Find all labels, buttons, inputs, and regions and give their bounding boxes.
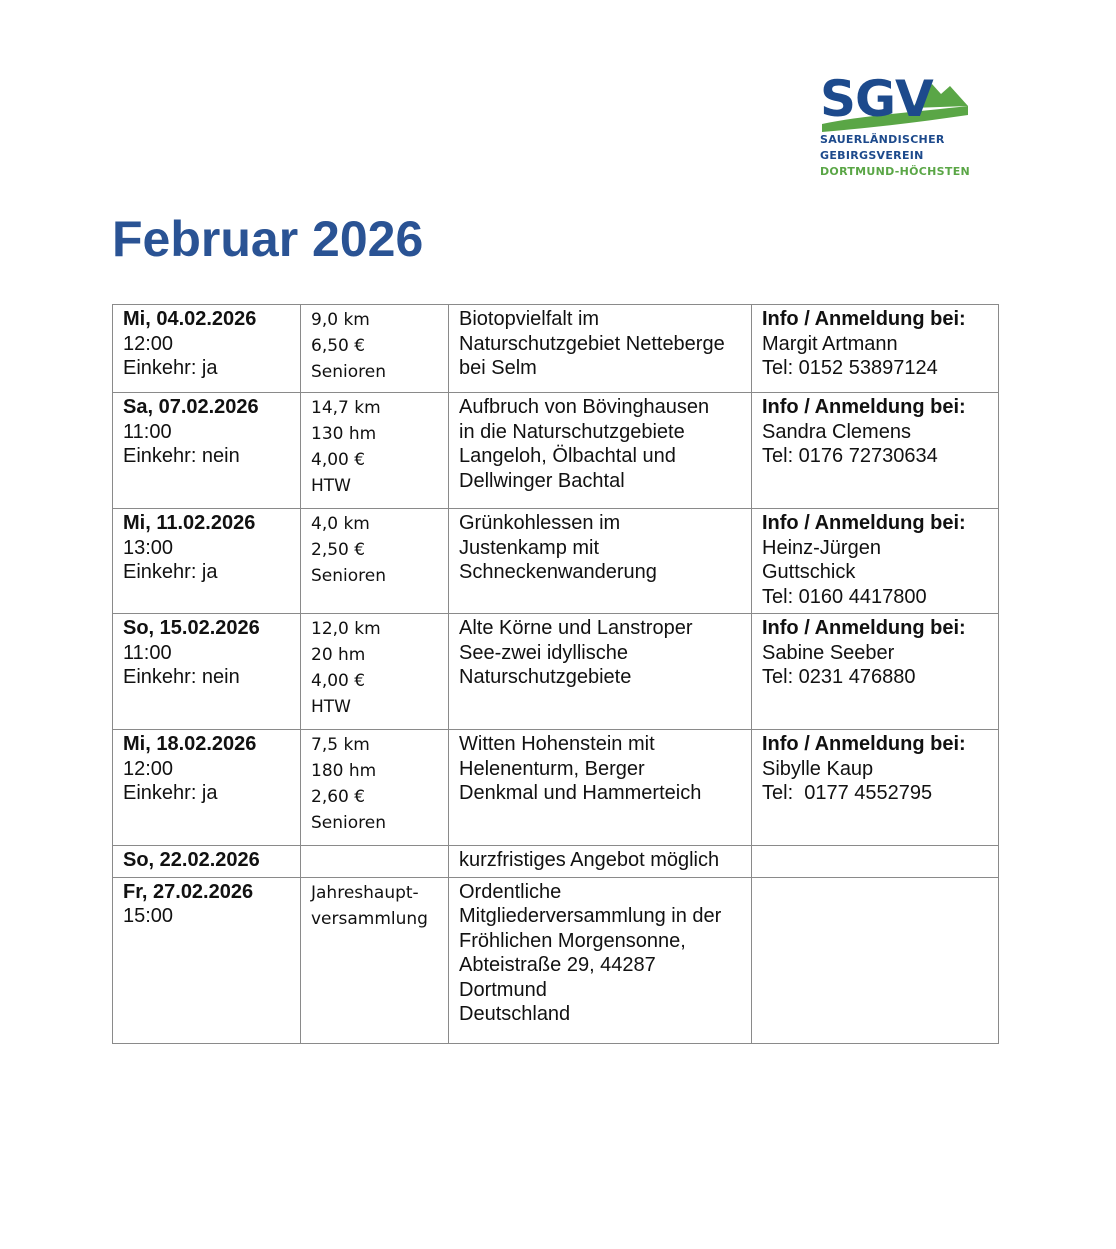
event-date-cell xyxy=(113,730,301,846)
contact-line: Guttschick xyxy=(762,561,856,583)
contact-line: Tel: 0176 72730634 xyxy=(762,445,938,467)
event-contact-cell xyxy=(752,305,999,393)
event-detail: 14,7 km xyxy=(311,398,381,418)
event-description-cell xyxy=(449,846,752,878)
event-description-cell xyxy=(449,614,752,730)
event-description-line: Ordentliche xyxy=(459,880,562,903)
event-details-cell xyxy=(301,393,449,509)
contact-line: Heinz-Jürgen xyxy=(762,536,881,559)
event-details-cell xyxy=(301,614,449,730)
event-description-cell xyxy=(449,393,752,509)
event-row xyxy=(113,393,999,509)
event-details-cell xyxy=(301,846,449,878)
event-detail: 180 hm xyxy=(311,761,377,781)
contact-line: Tel: 0177 4552795 xyxy=(762,782,933,804)
event-time: 12:00 xyxy=(123,332,174,355)
contact-line: Tel: 0231 476880 xyxy=(762,666,916,688)
event-date: Mi, 11.02.2026 xyxy=(123,512,256,534)
event-detail: 20 hm xyxy=(311,645,366,665)
event-detail: 4,00 € xyxy=(311,671,366,691)
event-row xyxy=(113,614,999,730)
event-detail: Senioren xyxy=(311,813,386,833)
event-contact-cell xyxy=(752,614,999,730)
event-row xyxy=(113,877,999,1043)
contact-line: Margit Artmann xyxy=(762,332,898,355)
event-description-cell xyxy=(449,509,752,614)
event-time: 12:00 xyxy=(123,757,174,780)
logo-line-3: DORTMUND-HÖCHSTEN xyxy=(820,165,971,178)
event-contact-cell xyxy=(752,393,999,509)
logo-line-2: GEBIRGSVEREIN xyxy=(820,149,924,162)
event-description-line: Naturschutzgebiet Netteberge xyxy=(459,332,725,355)
event-date-cell xyxy=(113,614,301,730)
event-row xyxy=(113,305,999,393)
event-details-cell xyxy=(301,305,449,393)
event-description-line: in die Naturschutzgebiete xyxy=(459,420,685,443)
event-details-cell xyxy=(301,730,449,846)
event-date-cell xyxy=(113,305,301,393)
contact-heading: Info / Anmeldung bei: xyxy=(762,396,966,418)
event-contact-cell xyxy=(752,877,999,1043)
event-date-cell xyxy=(113,509,301,614)
event-contact-cell xyxy=(752,730,999,846)
event-description-line: Denkmal und Hammerteich xyxy=(459,782,702,804)
events-table xyxy=(112,304,999,1044)
event-time: 11:00 xyxy=(123,641,172,664)
event-description-line: Fröhlichen Morgensonne, xyxy=(459,929,686,952)
event-description-line: Dortmund xyxy=(459,978,547,1001)
event-time: 13:00 xyxy=(123,536,174,559)
event-description-cell xyxy=(449,305,752,393)
event-detail: 130 hm xyxy=(311,424,377,444)
contact-line: Sabine Seeber xyxy=(762,641,895,664)
contact-line: Sandra Clemens xyxy=(762,420,911,443)
event-description-cell xyxy=(449,730,752,846)
event-description-line: Langeloh, Ölbachtal und xyxy=(459,445,676,467)
event-description-line: Justenkamp mit xyxy=(459,536,600,559)
event-description-line: Schneckenwanderung xyxy=(459,561,657,583)
event-row xyxy=(113,846,999,878)
contact-heading: Info / Anmeldung bei: xyxy=(762,617,966,639)
event-date: Sa, 07.02.2026 xyxy=(123,396,259,418)
event-detail: versammlung xyxy=(311,908,428,929)
event-description-line: Witten Hohenstein mit xyxy=(459,733,655,755)
event-row xyxy=(113,509,999,614)
event-detail: 9,0 km xyxy=(311,310,370,330)
event-detail: HTW xyxy=(311,697,351,717)
event-description-line: See-zwei idyllische xyxy=(459,641,628,664)
event-einkehr: Einkehr: ja xyxy=(123,782,218,804)
event-detail: 2,60 € xyxy=(311,787,366,807)
event-date-cell xyxy=(113,877,301,1043)
page-title: Februar 2026 xyxy=(112,211,424,267)
sgv-logo xyxy=(820,66,990,180)
event-description-line: Aufbruch von Bövinghausen xyxy=(459,396,710,418)
event-time: 11:00 xyxy=(123,420,172,443)
event-einkehr: Einkehr: nein xyxy=(123,666,240,688)
event-description-line: bei Selm xyxy=(459,357,537,379)
contact-heading: Info / Anmeldung bei: xyxy=(762,308,966,330)
event-description-line: Naturschutzgebiete xyxy=(459,666,632,688)
event-detail: 4,0 km xyxy=(311,514,370,534)
contact-heading: Info / Anmeldung bei: xyxy=(762,733,966,755)
event-description-line: Mitgliederversammlung in der xyxy=(459,905,722,927)
event-einkehr: Einkehr: ja xyxy=(123,357,218,379)
event-einkehr: Einkehr: ja xyxy=(123,561,218,583)
event-contact-cell xyxy=(752,509,999,614)
event-detail: 12,0 km xyxy=(311,619,381,639)
event-description-line: Grünkohlessen im xyxy=(459,512,621,534)
event-detail: 2,50 € xyxy=(311,540,366,560)
event-details-cell xyxy=(301,877,449,1043)
event-date: So, 22.02.2026 xyxy=(123,849,260,871)
sgv-logo-graphic xyxy=(820,66,970,132)
event-time: 15:00 xyxy=(123,905,174,927)
event-detail: 7,5 km xyxy=(311,735,370,755)
events-body xyxy=(113,305,999,1044)
event-description-line: Dellwinger Bachtal xyxy=(459,469,625,492)
contact-heading: Info / Anmeldung bei: xyxy=(762,512,966,534)
contact-line: Tel: 0152 53897124 xyxy=(762,357,938,379)
event-einkehr: Einkehr: nein xyxy=(123,445,240,467)
event-detail: Jahreshaupt- xyxy=(311,882,419,903)
event-description-line: Alte Körne und Lanstroper xyxy=(459,617,693,639)
event-date-cell xyxy=(113,846,301,878)
event-detail: 6,50 € xyxy=(311,336,366,356)
event-date: Mi, 18.02.2026 xyxy=(123,733,257,755)
event-detail: Senioren xyxy=(311,566,386,586)
event-description-line: Deutschland xyxy=(459,1003,571,1025)
contact-line: Sibylle Kaup xyxy=(762,757,874,780)
event-description-line: Biotopvielfalt im xyxy=(459,308,600,330)
event-description-cell xyxy=(449,877,752,1043)
event-detail: HTW xyxy=(311,476,351,496)
event-contact-cell xyxy=(752,846,999,878)
event-row xyxy=(113,730,999,846)
event-date: Mi, 04.02.2026 xyxy=(123,308,257,330)
event-description-line: Helenenturm, Berger xyxy=(459,757,645,780)
event-description-line: kurzfristiges Angebot möglich xyxy=(459,849,720,871)
event-description-line: Abteistraße 29, 44287 xyxy=(459,954,656,976)
event-details-cell xyxy=(301,509,449,614)
event-detail: 4,00 € xyxy=(311,450,366,470)
logo-letters: SGV xyxy=(820,70,933,128)
event-date: Fr, 27.02.2026 xyxy=(123,880,254,903)
event-date-cell xyxy=(113,393,301,509)
event-detail: Senioren xyxy=(311,362,386,382)
event-date: So, 15.02.2026 xyxy=(123,617,260,639)
logo-line-1: SAUERLÄNDISCHER xyxy=(820,133,945,146)
contact-line: Tel: 0160 4417800 xyxy=(762,585,927,608)
